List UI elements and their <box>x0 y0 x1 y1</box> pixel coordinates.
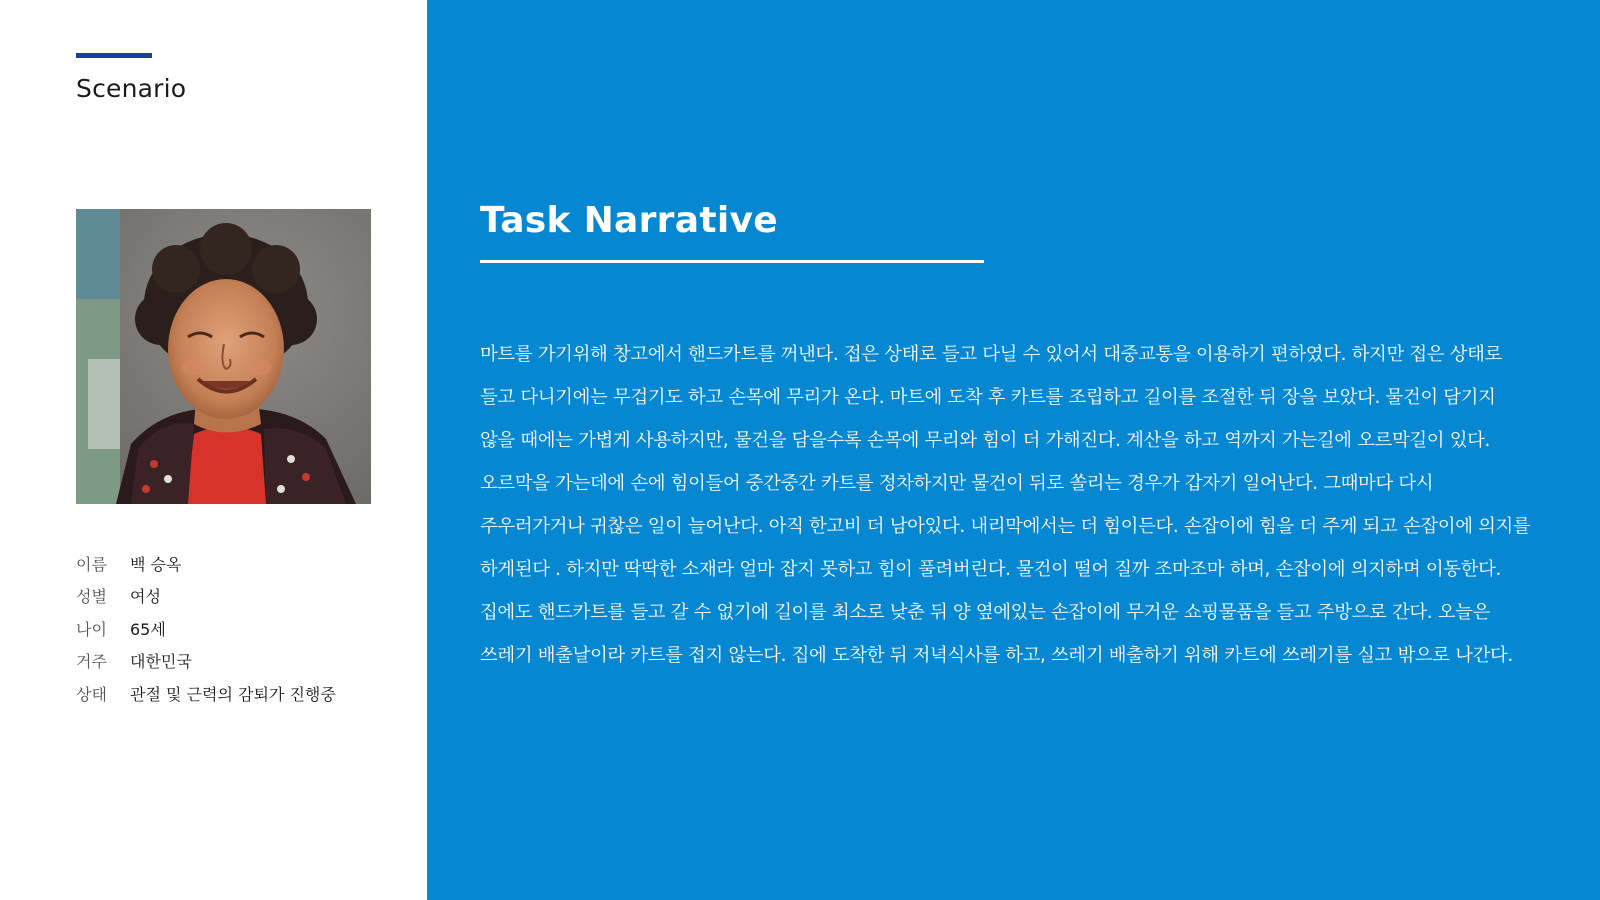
profile-row-age <box>76 612 416 645</box>
title-underline <box>480 260 984 263</box>
profile-label: 성별 <box>76 587 107 607</box>
profile-label: 상태 <box>76 684 107 704</box>
left-panel <box>0 0 427 900</box>
narrative-text: 마트를 가기위해 창고에서 핸드카트를 꺼낸다. 접은 상태로 들고 다닐 수 있어서 대중교통을 이용하기 편하였다. 하지만 접은 상태로 들고 다니기에는 무겁기도 하고 손목에 무리가 온다. 마트에 도착 후 카트를 조립하고 길이를 조절한 뒤 장을 보았다. 물건이 담기지 않을 때에는 가볍게 사용하지만, 물건을 담을수록 손목에 무리와 힘이 더 가해진다. 계산을 하고 역까지 가는길에 오르막길이 있다. 오르막을 가는데에 손에 힘이들어 중간중간 카트를 정차하지만 물건이 뒤로 쏠리는 경우가 갑자기 일어난다. 그때마다 다시 주우러가거나 귀찮은 일이 늘어난다. 아직 한고비 더 남아있다. 내리막에서는 더 힘이든다. 손잡이에 힘을 더 주게 되고 손잡이에 의지를 하게된다 . 하지만 딱딱한 소재라 얼마 잡지 못하고 힘이 풀려버린다. 물건이 떨어 질까 조마조마 하며, 손잡이에 의지하며 이동한다. 집에도 핸드카트를 들고 갈 수 없기에 길이를 최소로 낮춘 뒤 양 옆에있는 손잡이에 무거운 쇼핑물품을 들고 주방으로 간다. 오늘은 쓰레기 배출날이라 카트를 접지 않는다. 집에 도착한 뒤 저녁식사를 하고, 쓰레기 배출하기 위해 카트에 쓰레기를 실고 밖으로 나간다. <box>480 344 1531 666</box>
section-title: Scenario <box>76 74 187 103</box>
profile-label: 나이 <box>76 619 107 639</box>
profile-value: 여성 <box>130 587 161 607</box>
persona-profile <box>76 547 416 710</box>
profile-label: 거주 <box>76 652 107 672</box>
accent-bar <box>76 53 152 58</box>
narrative-title: Task Narrative <box>480 200 778 241</box>
profile-value: 백 승옥 <box>130 554 182 574</box>
profile-value: 관절 및 근력의 감퇴가 진행중 <box>130 684 336 704</box>
profile-value: 대한민국 <box>130 652 192 672</box>
right-panel <box>427 0 1600 900</box>
profile-row-condition <box>76 677 416 710</box>
profile-row-name <box>76 547 416 580</box>
profile-row-residence <box>76 645 416 678</box>
profile-label: 이름 <box>76 554 107 574</box>
profile-row-gender <box>76 580 416 613</box>
profile-value: 65세 <box>130 619 166 639</box>
persona-photo <box>76 209 371 504</box>
